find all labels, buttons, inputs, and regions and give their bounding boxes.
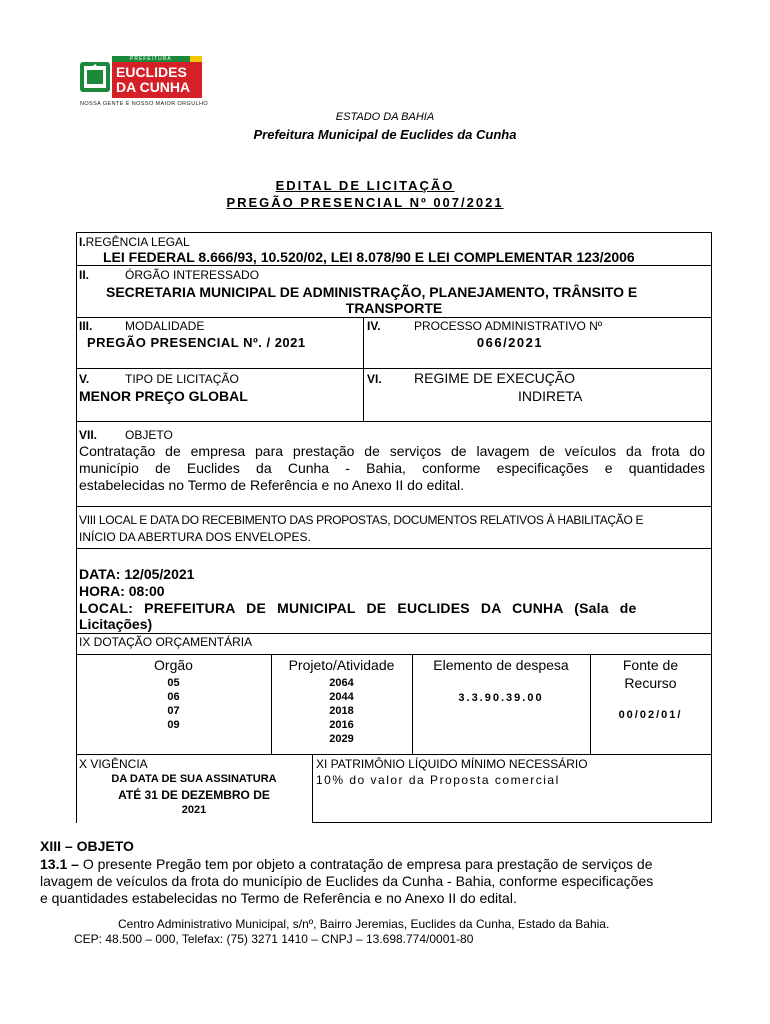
section-viii-label: VIII LOCAL E DATA DO RECEBIMENTO DAS PROPOSTAS, DOCUMENTOS RELATIVOS À HABILITAÇÃO E (79, 513, 644, 527)
section-xiii-heading: XIII – OBJETO (40, 838, 134, 854)
section-ii-number: II. (79, 268, 90, 282)
document-title: EDITAL DE LICITAÇÃO (275, 178, 455, 193)
orgao-list (76, 676, 271, 732)
document-subtitle: PREGÃO PRESENCIAL Nº 007/2021 (226, 195, 504, 210)
section-i (79, 235, 190, 249)
section-xiii-line1 (40, 856, 730, 872)
logo-tagline: NOSSA GENTE É NOSSO MAIOR ORGULHO (80, 101, 209, 107)
section-iv-number: IV. (367, 319, 381, 333)
clause-text: O presente Pregão tem por objeto a contratação de empresa para prestação de serviços de (82, 856, 653, 872)
legislation: LEI FEDERAL 8.666/93, 10.520/02, LEI 8.078/90 E LEI COMPLEMENTAR 123/2006 (103, 249, 635, 265)
col-header-fonte-line2: Recurso (624, 675, 677, 691)
object-line3: estabelecidas no Termo de Referência e no Anexo II do edital. (79, 477, 464, 493)
col-header-orgao: Orgão (154, 657, 193, 673)
section-x-label: X VIGÊNCIA (79, 757, 148, 771)
section-i-label: REGÊNCIA LEGAL (85, 235, 190, 249)
section-vii-number: VII. (79, 428, 98, 442)
logo-name-line2: DA CUNHA (116, 79, 191, 95)
object-line2: município de Euclides da Cunha - Bahia, conforme especificações e quantidades (79, 460, 705, 476)
section-xi-label: XI PATRIMÔNIO LÍQUIDO MÍNIMO NECESSÁRIO (316, 757, 588, 771)
section-vi-number: VI. (367, 372, 382, 386)
logo-top-text: PREFEITURA (130, 56, 172, 62)
modality-value: PREGÃO PRESENCIAL Nº. / 2021 (87, 335, 306, 350)
opening-date: DATA: 12/05/2021 (79, 566, 195, 582)
state-name: ESTADO DA BAHIA (335, 111, 435, 123)
section-vi-label: REGIME DE EXECUÇÃO (414, 370, 576, 386)
list-item: 2016 (329, 719, 354, 731)
municipality-name: Prefeitura Municipal de Euclides da Cunha (253, 127, 517, 142)
section-ix-label: IX DOTAÇÃO ORÇAMENTÁRIA (79, 635, 253, 649)
expense-element: 3.3.90.39.00 (458, 692, 544, 704)
section-i-number: I. (79, 235, 86, 249)
list-item: 2044 (329, 691, 354, 703)
section-xiii-line2: lavagem de veículos da frota do município de Euclides da Cunha - Bahia, conforme especificações (40, 873, 654, 889)
projeto-list (271, 676, 412, 746)
footer-contact: CEP: 48.500 – 000, Telefax: (75) 3271 1410 – CNPJ – 13.698.774/0001-80 (74, 932, 474, 946)
execution-regime-value: INDIRETA (518, 388, 583, 404)
list-item: 09 (167, 719, 180, 731)
section-xiii-line3: e quantidades estabelecidas no Termo de Referência e no Anexo II do edital. (40, 890, 517, 906)
opening-place: LOCAL: PREFEITURA DE MUNICIPAL DE EUCLIDES DA CUNHA (Sala de (79, 600, 637, 616)
logo-name-line1: EUCLIDES (116, 64, 187, 80)
section-ii-label: ÓRGÃO INTERESSADO (125, 268, 260, 282)
list-item: 06 (167, 691, 180, 703)
section-iii-label: MODALIDADE (125, 319, 205, 333)
section-viii-label-line2: INÍCIO DA ABERTURA DOS ENVELOPES. (79, 530, 311, 544)
list-item: 2064 (329, 677, 354, 689)
clause-number: 13.1 – (40, 856, 79, 872)
municipality-logo (80, 56, 209, 114)
object-line1: Contratação de empresa para prestação de serviços de lavagem de veículos da frota do (79, 443, 705, 459)
resource-source: 00/02/01/ (618, 709, 683, 721)
validity-line2: ATÉ 31 DE DEZEMBRO DE (118, 788, 270, 802)
section-v-number: V. (79, 372, 90, 386)
section-iii-number: III. (79, 319, 93, 333)
section-iv-label: PROCESSO ADMINISTRATIVO Nº (414, 319, 603, 333)
opening-place-line2: Licitações) (79, 616, 153, 632)
validity-line3: 2021 (181, 804, 207, 816)
net-worth-value: 10% do valor da Proposta comercial (316, 773, 560, 787)
bid-type-value: MENOR PREÇO GLOBAL (79, 388, 248, 404)
col-header-fonte: Fonte de (622, 657, 679, 673)
list-item: 07 (167, 705, 180, 717)
list-item: 2029 (329, 733, 354, 745)
footer-address: Centro Administrativo Municipal, s/nº, Bairro Jeremias, Euclides da Cunha, Estado da Bahia. (118, 917, 610, 931)
interested-agency-line2: TRANSPORTE (345, 300, 443, 316)
col-header-projeto: Projeto/Atividade (288, 657, 395, 673)
validity-line1: DA DATA DE SUA ASSINATURA (111, 773, 277, 785)
section-vii-label: OBJETO (125, 428, 173, 442)
opening-time: HORA: 08:00 (79, 583, 165, 599)
list-item: 05 (167, 677, 180, 689)
col-header-elemento: Elemento de despesa (433, 657, 569, 673)
list-item: 2018 (329, 705, 354, 717)
section-v-label: TIPO DE LICITAÇÃO (125, 372, 239, 386)
interested-agency: SECRETARIA MUNICIPAL DE ADMINISTRAÇÃO, PLANEJAMENTO, TRÂNSITO E (106, 284, 638, 300)
process-number: 066/2021 (476, 335, 544, 350)
